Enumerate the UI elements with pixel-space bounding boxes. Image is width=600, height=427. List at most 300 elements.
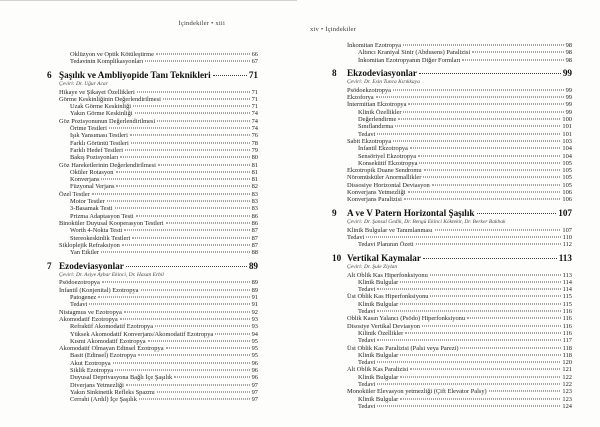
toc-entry: [358, 279, 572, 286]
toc-entry-title: Akomodatif Olmayan Edinsel Ezotropya: [59, 345, 164, 353]
chapter-translator: Çeviri: Dr. Şansal Gedik, Dr. Bengü Ekinci Köktekir, Dr. Berker Bakbak: [347, 219, 506, 226]
toc-entry: [70, 367, 258, 374]
chapter-block: [332, 253, 572, 410]
toc-entry: [358, 330, 572, 337]
chapter-number: 6: [47, 70, 52, 81]
toc-entry: [70, 331, 258, 338]
toc-entry: [70, 154, 258, 161]
chapter-page: 99: [562, 68, 572, 79]
toc-entry-page: 101: [562, 130, 572, 138]
toc-entry: [347, 189, 572, 196]
toc-entry: [70, 147, 258, 154]
chapter-entries: [332, 87, 572, 204]
toc-entry-title: Stereokeskinlik Testleri: [70, 234, 131, 242]
dot-leader: [430, 296, 560, 297]
toc-entry-title: Füzyonal Verjans: [70, 183, 115, 191]
toc-entry-title: Disosiye Vertikal Deviasyon: [347, 322, 421, 330]
chapter-heading: [47, 70, 258, 81]
toc-entry-title: Üst Oblik Kas Hiperfonksiyonu: [347, 293, 429, 301]
dot-leader: [404, 199, 561, 200]
dot-leader: [141, 289, 250, 290]
toc-entry: [358, 241, 572, 248]
toc-entry-page: 93: [251, 315, 258, 323]
toc-entry-page: 96: [251, 359, 258, 367]
toc-entry: [347, 182, 572, 189]
toc-entry-page: 88: [251, 249, 258, 257]
dot-leader: [157, 120, 249, 121]
chapter-page: 89: [248, 260, 258, 271]
toc-entry-page: 74: [251, 125, 258, 133]
toc-entry-page: 103: [562, 137, 572, 145]
dot-leader: [213, 75, 247, 76]
toc-entry-title: Klinik Bulgular: [358, 351, 399, 359]
toc-entry-title: Oblik Kasın Yalancı (Psödo) Hiperfonksiyonu: [347, 315, 466, 323]
toc-entry-page: 105: [562, 181, 572, 189]
toc-entry-page: 92: [251, 308, 258, 316]
dot-leader: [377, 362, 560, 363]
dot-leader: [126, 384, 250, 385]
dot-leader: [416, 244, 561, 245]
dot-leader: [116, 186, 249, 187]
toc-entry-title: Özel Testler: [59, 190, 90, 198]
dot-leader: [131, 142, 250, 143]
dot-leader: [157, 391, 250, 392]
toc-entry-page: 79: [251, 146, 258, 154]
toc-entry-title: Tedavi: [358, 337, 376, 345]
toc-entry-title: Klinik Bulgular: [358, 278, 399, 286]
toc-entry-title: Binoküler Duyusal Kooperasyon Testleri: [59, 219, 164, 227]
dot-leader: [215, 333, 249, 334]
toc-entry-page: 105: [562, 167, 572, 175]
toc-entry: [347, 42, 572, 49]
toc-entry: [70, 103, 258, 110]
toc-entry: [70, 51, 258, 58]
toc-entry-title: Üst Oblik Kas Paralizisi (Palsi veya Parezi): [347, 344, 459, 352]
toc-entry: [358, 109, 572, 116]
dot-leader: [120, 157, 250, 158]
dot-leader: [435, 229, 561, 230]
dot-leader: [148, 340, 250, 341]
dot-leader: [400, 354, 560, 355]
toc-entry-page: 99: [565, 101, 572, 109]
toc-entry-page: 114: [562, 286, 572, 294]
toc-entry: [59, 162, 258, 169]
toc-entry: [358, 352, 572, 359]
toc-entry-page: 96: [251, 374, 258, 382]
toc-entry: [358, 131, 572, 138]
toc-entry: [70, 227, 258, 234]
toc-entry-page: 105: [562, 159, 572, 167]
toc-entry: [59, 220, 258, 227]
toc-entry: [358, 359, 572, 366]
toc-entry-title: Yan Etkiler: [70, 249, 99, 257]
toc-entry: [347, 87, 572, 94]
chapter-block: [332, 68, 572, 203]
toc-entry-page: 83: [251, 190, 258, 198]
toc-entry-page: 86: [251, 219, 258, 227]
continuation-entries: [332, 42, 572, 64]
toc-entry-page: 91: [251, 301, 258, 309]
toc-entry: [347, 234, 572, 241]
right-toc: [332, 42, 572, 410]
toc-entry: [70, 396, 258, 403]
toc-entry: [358, 160, 572, 167]
toc-entry-page: 89: [251, 279, 258, 287]
toc-entry-title: Bakış Pozisyonları: [70, 154, 119, 162]
toc-entry-title: Basit (Edinsel) Ezotropya: [70, 352, 137, 360]
toc-entry: [358, 116, 572, 123]
toc-entry-title: Ekzoforya: [347, 94, 374, 102]
toc-entry: [358, 381, 572, 388]
toc-entry-title: İnkomitan Ezotropyanın Diğer Formları: [358, 56, 461, 64]
toc-entry-page: 80: [251, 154, 258, 162]
chapter-page: 113: [558, 253, 572, 264]
toc-entry-title: Dissosiye Horizontal Deviasyon: [347, 181, 430, 189]
toc-entry-title: Altıncı Kraniyal Sinir (Abdusens) Paralizisi: [358, 49, 471, 57]
toc-entry: [59, 96, 258, 103]
dot-leader: [174, 377, 249, 378]
toc-entry-title: Konverjans Paralizisi: [347, 196, 402, 204]
toc-entry: [70, 205, 258, 212]
dot-leader: [166, 348, 250, 349]
dot-leader: [419, 162, 560, 163]
toc-entry-page: 116: [562, 329, 572, 337]
toc-entry-page: 93: [251, 323, 258, 331]
toc-entry: [358, 145, 572, 152]
toc-entry-page: 104: [562, 152, 572, 160]
chapter-block: [47, 70, 258, 256]
toc-entry-page: 78: [251, 139, 258, 147]
toc-entry: [70, 294, 258, 301]
toc-entry: [358, 374, 572, 381]
toc-entry-page: 74: [251, 110, 258, 118]
toc-entry-page: 115: [562, 300, 572, 308]
chapter-entries: [47, 279, 258, 403]
right-running-head: xiv • İçindekiler: [310, 26, 356, 33]
dot-leader: [410, 369, 560, 370]
dot-leader: [423, 177, 560, 178]
dot-leader: [377, 405, 560, 406]
toc-entry-page: 97: [251, 396, 258, 404]
toc-entry: [347, 94, 572, 101]
toc-entry-title: Tedavi: [358, 130, 376, 138]
toc-entry: [358, 308, 572, 315]
toc-entry-title: Oklüzyon ve Optik Kötüleştirme: [70, 51, 154, 58]
toc-entry-page: 106: [562, 196, 572, 204]
toc-entry-title: Değerlendirme: [358, 116, 397, 124]
dot-leader: [155, 326, 250, 327]
toc-entry: [347, 366, 572, 373]
chapter-entries: [332, 227, 572, 249]
toc-entry: [70, 213, 258, 220]
toc-entry-title: Uzak Görme Keskinliği: [70, 103, 132, 111]
dot-leader: [377, 133, 560, 134]
toc-entry: [70, 140, 258, 147]
toc-entry-title: Psödoekzotropya: [347, 86, 392, 94]
dot-leader: [124, 230, 249, 231]
toc-entry-page: 89: [251, 286, 258, 294]
toc-entry-page: 74: [251, 117, 258, 125]
continuation-entries: [47, 51, 258, 66]
toc-entry: [70, 176, 258, 183]
dot-leader: [156, 54, 250, 55]
toc-entry-title: Alt Oblik Kas Hiperfonksiyonu: [347, 271, 428, 279]
dot-leader: [403, 111, 563, 112]
dot-leader: [135, 113, 250, 114]
toc-entry-page: 115: [562, 293, 572, 301]
toc-entry-page: 106: [562, 189, 572, 197]
toc-entry-page: 123: [562, 388, 572, 396]
dot-leader: [115, 369, 249, 370]
toc-entry-title: Klinik Özellikler: [358, 108, 402, 116]
chapter-title: Şaşılık ve Ambliyopide Tanı Teknikleri: [59, 70, 211, 81]
toc-entry-page: 98: [565, 49, 572, 57]
toc-entry: [70, 235, 258, 242]
toc-entry-page: 95: [251, 337, 258, 345]
toc-entry-title: Tedavi: [70, 301, 88, 309]
toc-entry: [59, 287, 258, 294]
toc-entry-page: 121: [562, 366, 572, 374]
toc-entry: [70, 249, 258, 256]
toc-entry-page: 99: [565, 94, 572, 102]
toc-entry-title: Göz Hareketlerinin Değerlendirilmesi: [59, 161, 156, 169]
toc-entry-page: 94: [251, 330, 258, 338]
toc-entry-title: Farklı Görüntü Testleri: [70, 139, 129, 147]
chapter-heading: [47, 261, 258, 272]
toc-entry-title: Klinik Bulgular: [358, 395, 399, 403]
toc-entry-page: 97: [251, 388, 258, 396]
dot-leader: [403, 45, 563, 46]
toc-entry-title: Tedavi: [358, 380, 376, 388]
left-page-top-edge: [0, 0, 297, 1]
chapter-page: 107: [558, 208, 572, 219]
chapter-translator: Çeviri: Dr. Asiye Aybar Ekinci, Dr. Hasan Erbil: [59, 271, 164, 278]
toc-entry-page: 99: [565, 108, 572, 116]
toc-entry: [70, 125, 258, 132]
dot-leader: [163, 98, 250, 99]
toc-entry-page: 96: [251, 366, 258, 374]
chapter-page: 71: [248, 70, 258, 81]
toc-entry-page: 76: [251, 132, 258, 140]
dot-leader: [137, 91, 250, 92]
toc-entry-page: 98: [565, 42, 572, 49]
dot-leader: [109, 128, 250, 129]
toc-entry-title: Refraktif Akomodatif Ezotropya: [70, 323, 154, 331]
toc-entry-page: 122: [562, 373, 572, 381]
dot-leader: [393, 89, 564, 90]
toc-entry: [358, 286, 572, 293]
chapter-title: Ezodeviasyonlar: [59, 260, 124, 271]
toc-entry-title: Motor Testler: [70, 198, 105, 206]
toc-entry-page: 117: [562, 337, 572, 345]
toc-entry-title: Klinik Bulgular ve Tanımlanması: [347, 226, 433, 234]
toc-entry-page: 99: [565, 86, 572, 94]
toc-entry-title: Tedavinin Komplikasyonları: [70, 58, 144, 66]
toc-entry-title: Göz Pozisyonunun Değerlendirilmesi: [59, 117, 156, 125]
toc-entry-page: 123: [562, 395, 572, 403]
toc-entry-title: Konverjans Yetmezliği: [347, 189, 406, 197]
dot-leader: [158, 164, 250, 165]
toc-entry-title: Klinik Bulgular: [358, 373, 399, 381]
chapter-entries: [47, 89, 258, 257]
dot-leader: [395, 126, 560, 127]
dot-leader: [422, 325, 561, 326]
toc-entry-page: 81: [251, 176, 258, 184]
toc-entry-title: Prizma Adaptasyon Testi: [70, 212, 134, 220]
toc-entry-page: 71: [251, 88, 258, 96]
dot-leader: [400, 303, 560, 304]
left-page: [47, 20, 258, 403]
toc-entry: [70, 183, 258, 190]
toc-entry: [347, 323, 572, 330]
toc-entry-title: İnfantil (Konjenital) Ezotropya: [59, 286, 139, 294]
toc-entry-title: Siklik Ezotropya: [70, 366, 114, 374]
toc-entry-page: 87: [251, 234, 258, 242]
toc-entry: [347, 272, 572, 279]
toc-entry-title: Tedavi Planının Özeti: [358, 241, 414, 249]
dot-leader: [408, 104, 563, 105]
chapter-translator: Çeviri: Dr. Uğur Acar: [59, 81, 108, 88]
toc-entry-title: Sabit Ekzotropya: [347, 137, 392, 145]
dot-leader: [166, 222, 250, 223]
toc-entry: [70, 352, 258, 359]
toc-entry-title: Görme Keskinliğinin Değerlendirilmesi: [59, 95, 161, 103]
dot-leader: [405, 332, 560, 333]
toc-entry-page: 87: [251, 227, 258, 235]
toc-entry-page: 116: [562, 315, 572, 323]
toc-entry: [70, 110, 258, 117]
toc-entry-title: Konsekütif Ekzotropya: [358, 159, 418, 167]
chapter-heading: [332, 68, 572, 79]
toc-entry-page: 71: [251, 95, 258, 103]
toc-entry: [358, 153, 572, 160]
toc-entry: [70, 323, 258, 330]
dot-leader: [424, 170, 561, 171]
dot-leader: [120, 318, 250, 319]
toc-entry-page: 105: [562, 174, 572, 182]
toc-entry-page: 83: [251, 205, 258, 213]
dot-leader: [138, 355, 250, 356]
toc-entry-title: Yüksek Akomodatif Konverjans/Akomodatif Ezotropya: [70, 330, 214, 338]
toc-entry-page: 104: [562, 145, 572, 153]
dot-leader: [400, 376, 560, 377]
dot-leader: [377, 383, 560, 384]
toc-entry-title: Psödoezotropya: [59, 279, 100, 287]
toc-entry-title: Ekzotropik Duane Sendromu: [347, 167, 422, 175]
toc-entry-page: 110: [562, 233, 572, 241]
toc-entry-title: Tedavi: [358, 402, 376, 410]
dot-leader: [115, 208, 250, 209]
dot-leader: [462, 59, 563, 60]
toc-entry-page: 113: [562, 271, 572, 279]
dot-leader: [467, 318, 561, 319]
chapter-number: 7: [47, 260, 52, 271]
dot-leader: [489, 391, 561, 392]
toc-entry-title: Kısmi Akomodatif Ezotropya: [70, 337, 146, 345]
toc-entry-page: 114: [562, 278, 572, 286]
dot-leader: [92, 193, 250, 194]
toc-entry-page: 81: [251, 161, 258, 169]
toc-entry: [347, 196, 572, 203]
dot-leader: [418, 155, 560, 156]
toc-entry: [59, 242, 258, 249]
toc-entry-page: 95: [251, 345, 258, 353]
toc-entry-page: 118: [562, 351, 572, 359]
toc-entry-page: 100: [562, 116, 572, 124]
toc-entry: [70, 382, 258, 389]
toc-entry: [347, 345, 572, 352]
toc-entry: [70, 58, 258, 65]
toc-entry-page: 98: [565, 56, 572, 64]
dot-leader: [101, 179, 249, 180]
dot-leader: [139, 399, 250, 400]
toc-entry-page: 67: [251, 58, 258, 66]
toc-entry-title: İnkomitan Ezotropya: [347, 42, 402, 49]
toc-entry-page: 124: [562, 402, 572, 410]
toc-entry-page: 87: [251, 241, 258, 249]
dot-leader: [393, 140, 560, 141]
dot-leader: [89, 304, 249, 305]
toc-entry-title: Klinik Bulgular: [358, 300, 399, 308]
toc-entry: [358, 403, 572, 410]
toc-entry-title: Alt Oblik Kas Paralizisi: [347, 366, 409, 374]
toc-entry-page: 81: [251, 168, 258, 176]
dot-leader: [432, 184, 561, 185]
dot-leader: [410, 148, 561, 149]
dot-leader: [98, 297, 249, 298]
toc-entry-title: Akomodatif Ezotropya: [59, 315, 118, 323]
toc-entry-title: Sensöriyel Ekzotropya: [358, 152, 417, 160]
chapter-number: 9: [332, 208, 337, 219]
toc-entry-page: 107: [562, 226, 572, 234]
right-page: [310, 26, 572, 410]
chapter-block: [332, 208, 572, 248]
toc-entry: [347, 167, 572, 174]
toc-entry: [358, 49, 572, 56]
toc-entry-page: 86: [251, 212, 258, 220]
toc-entry: [59, 279, 258, 286]
dot-leader: [132, 237, 249, 238]
toc-entry: [347, 138, 572, 145]
dot-leader: [423, 258, 557, 259]
toc-entry: [70, 389, 258, 396]
toc-entry-page: 66: [251, 51, 258, 58]
toc-entry: [59, 345, 258, 352]
toc-entry-page: 116: [562, 322, 572, 330]
toc-entry-title: İnfantil Ekzotropya: [358, 145, 408, 153]
toc-entry: [70, 198, 258, 205]
toc-entry: [347, 388, 572, 395]
toc-entry-title: Sikloplejik Refraksiyon: [59, 241, 120, 249]
toc-entry: [70, 360, 258, 367]
toc-entry-title: 3-Basamak Testi: [70, 205, 113, 213]
left-toc: [47, 51, 258, 403]
toc-entry: [59, 309, 258, 316]
dot-leader: [377, 311, 560, 312]
toc-entry-page: 83: [251, 198, 258, 206]
toc-entry-title: Konverjans: [70, 176, 100, 184]
toc-entry-title: Yakın Sinkinetik Refleks Spazmı: [70, 388, 155, 396]
dot-leader: [376, 97, 564, 98]
toc-entry-page: 82: [251, 183, 258, 191]
dot-leader: [101, 252, 250, 253]
toc-entry: [59, 316, 258, 323]
dot-leader: [107, 201, 250, 202]
dot-leader: [145, 61, 249, 62]
dot-leader: [419, 73, 561, 74]
toc-entry: [347, 315, 572, 322]
toc-entry: [347, 101, 572, 108]
